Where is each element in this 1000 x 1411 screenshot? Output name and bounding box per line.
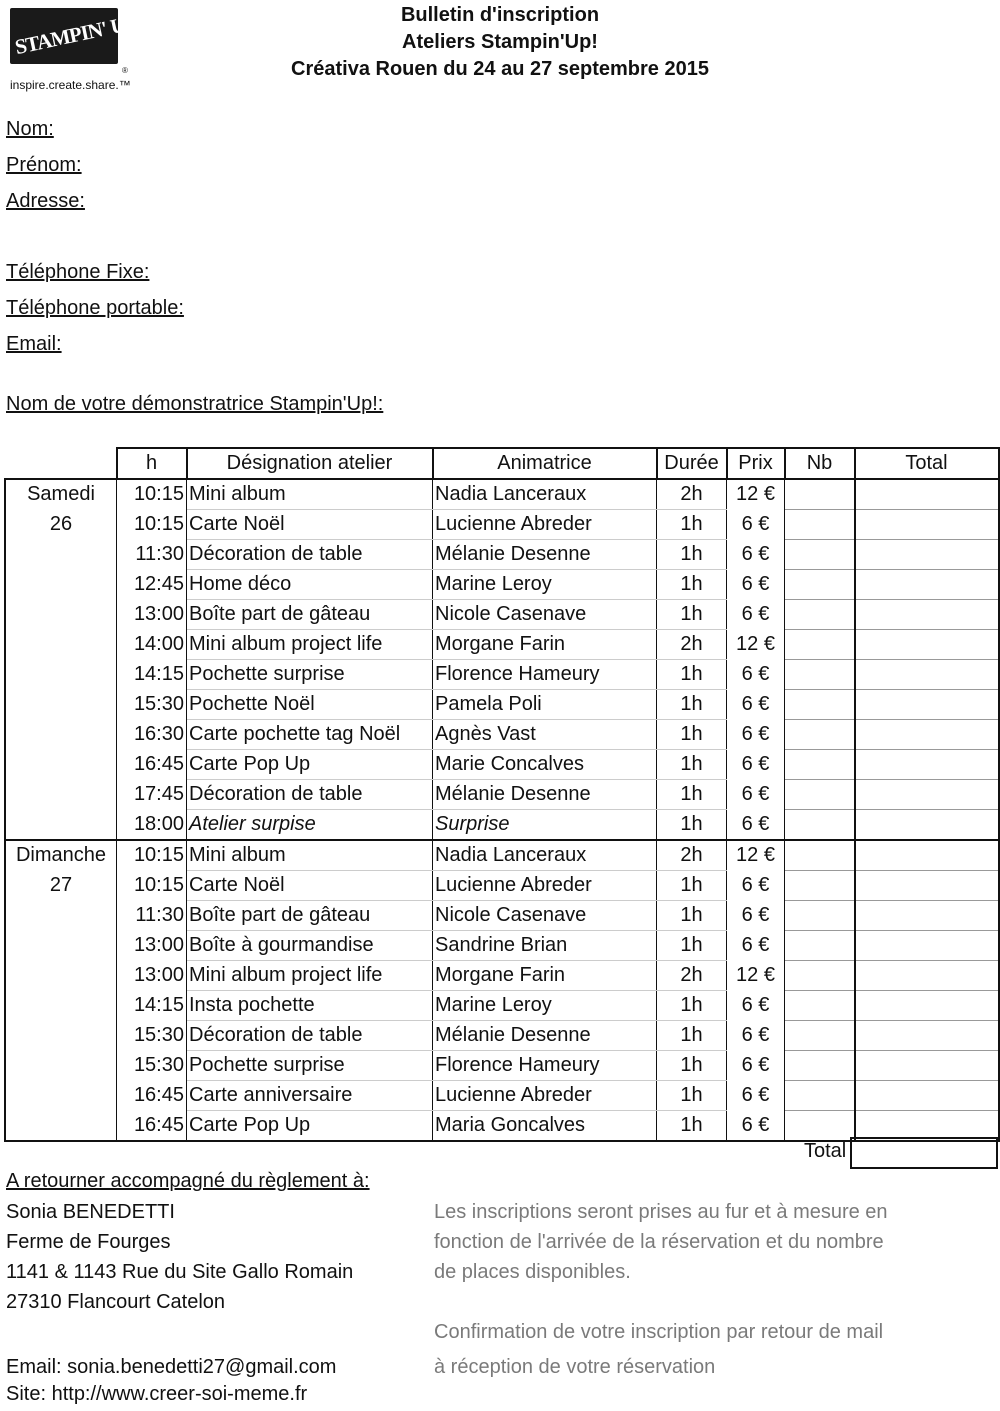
animatrice-cell: Surprise — [433, 810, 657, 841]
time-cell: 16:45 — [117, 1111, 187, 1142]
quantity-input-cell[interactable] — [785, 1051, 855, 1081]
note-line: à réception de votre réservation — [434, 1356, 716, 1378]
animatrice-cell: Marine Leroy — [433, 570, 657, 600]
workshop-name-cell: Carte Pop Up — [187, 1111, 433, 1142]
time-cell: 14:15 — [117, 991, 187, 1021]
duration-cell: 1h — [657, 1021, 727, 1051]
header-designation: Désignation atelier — [187, 448, 433, 479]
table-row — [5, 901, 999, 931]
field-prenom: Prénom: — [6, 154, 82, 176]
duration-cell: 1h — [657, 720, 727, 750]
day-cell — [5, 720, 117, 750]
row-total-input-cell[interactable] — [855, 1081, 999, 1111]
workshop-name-cell: Mini album project life — [187, 630, 433, 660]
quantity-input-cell[interactable] — [785, 991, 855, 1021]
day-cell — [5, 961, 117, 991]
table-row — [5, 750, 999, 780]
grand-total-input[interactable] — [850, 1137, 998, 1169]
animatrice-cell: Marine Leroy — [433, 991, 657, 1021]
price-cell: 6 € — [727, 660, 785, 690]
price-cell: 6 € — [727, 1051, 785, 1081]
row-total-input-cell[interactable] — [855, 510, 999, 540]
animatrice-cell: Marie Concalves — [433, 750, 657, 780]
field-nom: Nom: — [6, 118, 54, 140]
duration-cell: 1h — [657, 1051, 727, 1081]
table-row — [5, 780, 999, 810]
table-row — [5, 1081, 999, 1111]
quantity-input-cell[interactable] — [785, 961, 855, 991]
quantity-input-cell[interactable] — [785, 931, 855, 961]
table-row — [5, 600, 999, 630]
table-row — [5, 720, 999, 750]
quantity-input-cell[interactable] — [785, 1111, 855, 1142]
duration-cell: 1h — [657, 600, 727, 630]
workshop-name-cell: Home déco — [187, 570, 433, 600]
animatrice-cell: Florence Hameury — [433, 660, 657, 690]
grand-total-label: Total — [804, 1140, 847, 1162]
workshop-name-cell: Boîte à gourmandise — [187, 931, 433, 961]
animatrice-cell: Nadia Lanceraux — [433, 840, 657, 871]
address-line: 27310 Flancourt Catelon — [6, 1291, 226, 1313]
logo-brand-text: STAMPIN' UP! — [12, 8, 145, 60]
price-cell: 12 € — [727, 479, 785, 510]
row-total-input-cell[interactable] — [855, 810, 999, 841]
workshop-name-cell: Boîte part de gâteau — [187, 600, 433, 630]
field-telephone-portable: Téléphone portable: — [6, 297, 184, 319]
row-total-input-cell[interactable] — [855, 1051, 999, 1081]
time-cell: 15:30 — [117, 690, 187, 720]
table-row — [5, 690, 999, 720]
duration-cell: 1h — [657, 1081, 727, 1111]
contact-email: Email: sonia.benedetti27@gmail.com — [6, 1356, 337, 1378]
time-cell: 15:30 — [117, 1051, 187, 1081]
animatrice-cell: Agnès Vast — [433, 720, 657, 750]
quantity-input-cell[interactable] — [785, 1081, 855, 1111]
header-title-line1: Bulletin d'inscription — [400, 4, 600, 26]
day-cell — [5, 810, 117, 841]
time-cell: 18:00 — [117, 810, 187, 841]
table-row — [5, 810, 999, 841]
price-cell: 6 € — [727, 750, 785, 780]
table-row — [5, 510, 999, 540]
duration-cell: 1h — [657, 780, 727, 810]
table-header-row — [5, 448, 999, 479]
table-row — [5, 1021, 999, 1051]
price-cell: 6 € — [727, 1021, 785, 1051]
day-cell: 26 — [5, 510, 117, 540]
day-cell — [5, 931, 117, 961]
row-total-input-cell[interactable] — [855, 540, 999, 570]
time-cell: 14:00 — [117, 630, 187, 660]
quantity-input-cell[interactable] — [785, 510, 855, 540]
day-cell — [5, 690, 117, 720]
row-total-input-cell[interactable] — [855, 479, 999, 510]
quantity-input-cell[interactable] — [785, 720, 855, 750]
workshop-name-cell: Carte anniversaire — [187, 1081, 433, 1111]
logo-tagline: inspire.create.share.™ — [10, 78, 131, 92]
table-row — [5, 1051, 999, 1081]
animatrice-cell: Maria Goncalves — [433, 1111, 657, 1142]
animatrice-cell: Lucienne Abreder — [433, 871, 657, 901]
workshop-name-cell: Pochette Noël — [187, 690, 433, 720]
workshop-name-cell: Décoration de table — [187, 540, 433, 570]
row-total-input-cell[interactable] — [855, 991, 999, 1021]
day-cell — [5, 600, 117, 630]
table-row — [5, 931, 999, 961]
address-line: 1141 & 1143 Rue du Site Gallo Romain — [6, 1261, 354, 1283]
duration-cell: 2h — [657, 479, 727, 510]
header-nb: Nb — [785, 448, 855, 479]
animatrice-cell: Nicole Casenave — [433, 901, 657, 931]
row-total-input-cell[interactable] — [855, 1021, 999, 1051]
header-hour: h — [117, 448, 187, 479]
note-line: de places disponibles. — [434, 1261, 631, 1283]
day-cell — [5, 750, 117, 780]
duration-cell: 2h — [657, 961, 727, 991]
workshop-name-cell: Atelier surpise — [187, 810, 433, 841]
workshop-name-cell: Pochette surprise — [187, 1051, 433, 1081]
time-cell: 10:15 — [117, 479, 187, 510]
note-line: fonction de l'arrivée de la réservation et du nombre — [434, 1231, 884, 1253]
price-cell: 6 € — [727, 690, 785, 720]
workshop-name-cell: Boîte part de gâteau — [187, 901, 433, 931]
price-cell: 6 € — [727, 1111, 785, 1142]
table-row — [5, 660, 999, 690]
price-cell: 6 € — [727, 901, 785, 931]
day-cell — [5, 1051, 117, 1081]
table-row — [5, 961, 999, 991]
field-email: Email: — [6, 333, 62, 355]
workshop-name-cell: Décoration de table — [187, 780, 433, 810]
workshop-name-cell: Carte pochette tag Noël — [187, 720, 433, 750]
quantity-input-cell[interactable] — [785, 901, 855, 931]
table-row — [5, 570, 999, 600]
row-total-input-cell[interactable] — [855, 630, 999, 660]
price-cell: 12 € — [727, 961, 785, 991]
animatrice-cell: Mélanie Desenne — [433, 1021, 657, 1051]
duration-cell: 1h — [657, 810, 727, 841]
duration-cell: 2h — [657, 630, 727, 660]
row-total-input-cell[interactable] — [855, 901, 999, 931]
day-cell — [5, 630, 117, 660]
workshop-name-cell: Mini album project life — [187, 961, 433, 991]
workshop-name-cell: Décoration de table — [187, 1021, 433, 1051]
animatrice-cell: Mélanie Desenne — [433, 780, 657, 810]
logo-registered-mark: ® — [122, 66, 128, 75]
time-cell: 12:45 — [117, 570, 187, 600]
price-cell: 12 € — [727, 630, 785, 660]
quantity-input-cell[interactable] — [785, 1021, 855, 1051]
table-row — [5, 630, 999, 660]
duration-cell: 1h — [657, 901, 727, 931]
workshop-name-cell: Mini album — [187, 479, 433, 510]
day-cell — [5, 570, 117, 600]
price-cell: 6 € — [727, 871, 785, 901]
animatrice-cell: Lucienne Abreder — [433, 510, 657, 540]
row-total-input-cell[interactable] — [855, 660, 999, 690]
quantity-input-cell[interactable] — [785, 630, 855, 660]
price-cell: 6 € — [727, 540, 785, 570]
day-cell — [5, 991, 117, 1021]
time-cell: 10:15 — [117, 510, 187, 540]
header-title-line3: Créativa Rouen du 24 au 27 septembre 2015 — [291, 58, 709, 80]
day-cell — [5, 901, 117, 931]
time-cell: 13:00 — [117, 931, 187, 961]
animatrice-cell: Florence Hameury — [433, 1051, 657, 1081]
animatrice-cell: Pamela Poli — [433, 690, 657, 720]
row-total-input-cell[interactable] — [855, 720, 999, 750]
quantity-input-cell[interactable] — [785, 690, 855, 720]
time-cell: 11:30 — [117, 540, 187, 570]
quantity-input-cell[interactable] — [785, 871, 855, 901]
row-total-input-cell[interactable] — [855, 690, 999, 720]
animatrice-cell: Morgane Farin — [433, 961, 657, 991]
animatrice-cell: Morgane Farin — [433, 630, 657, 660]
workshop-name-cell: Carte Pop Up — [187, 750, 433, 780]
table-row — [5, 840, 999, 871]
row-total-input-cell[interactable] — [855, 600, 999, 630]
field-demonstratrice: Nom de votre démonstratrice Stampin'Up!: — [6, 393, 384, 415]
price-cell: 6 € — [727, 570, 785, 600]
address-line: Ferme de Fourges — [6, 1231, 171, 1253]
row-total-input-cell[interactable] — [855, 750, 999, 780]
price-cell: 6 € — [727, 1081, 785, 1111]
workshop-name-cell: Pochette surprise — [187, 660, 433, 690]
duration-cell: 1h — [657, 540, 727, 570]
time-cell: 11:30 — [117, 901, 187, 931]
quantity-input-cell[interactable] — [785, 479, 855, 510]
table-row — [5, 871, 999, 901]
animatrice-cell: Sandrine Brian — [433, 931, 657, 961]
duration-cell: 1h — [657, 1111, 727, 1142]
day-cell — [5, 1111, 117, 1142]
day-cell — [5, 780, 117, 810]
day-cell — [5, 1081, 117, 1111]
time-cell: 17:45 — [117, 780, 187, 810]
time-cell: 10:15 — [117, 840, 187, 871]
note-line: Les inscriptions seront prises au fur et à mesure en — [434, 1201, 888, 1223]
quantity-input-cell[interactable] — [785, 570, 855, 600]
time-cell: 14:15 — [117, 660, 187, 690]
header-total: Total — [855, 448, 999, 479]
day-cell — [5, 540, 117, 570]
workshop-name-cell: Insta pochette — [187, 991, 433, 1021]
quantity-input-cell[interactable] — [785, 660, 855, 690]
time-cell: 13:00 — [117, 961, 187, 991]
duration-cell: 1h — [657, 750, 727, 780]
animatrice-cell: Lucienne Abreder — [433, 1081, 657, 1111]
quantity-input-cell[interactable] — [785, 750, 855, 780]
note-line: Confirmation de votre inscription par retour de mail — [434, 1321, 884, 1343]
document-header — [0, 2, 1000, 83]
animatrice-cell: Mélanie Desenne — [433, 540, 657, 570]
price-cell: 6 € — [727, 780, 785, 810]
header-animatrice: Animatrice — [433, 448, 657, 479]
contact-site: Site: http://www.creer-soi-meme.fr — [6, 1383, 308, 1405]
price-cell: 6 € — [727, 810, 785, 841]
duration-cell: 1h — [657, 510, 727, 540]
day-cell: Dimanche — [5, 840, 117, 871]
field-adresse: Adresse: — [6, 190, 85, 212]
row-total-input-cell[interactable] — [855, 871, 999, 901]
table-row — [5, 479, 999, 510]
duration-cell: 1h — [657, 991, 727, 1021]
address-line: Sonia BENEDETTI — [6, 1201, 175, 1223]
time-cell: 10:15 — [117, 871, 187, 901]
price-cell: 6 € — [727, 510, 785, 540]
row-total-input-cell[interactable] — [855, 840, 999, 871]
workshop-name-cell: Carte Noël — [187, 871, 433, 901]
workshop-name-cell: Carte Noël — [187, 510, 433, 540]
price-cell: 6 € — [727, 991, 785, 1021]
table-row — [5, 991, 999, 1021]
quantity-input-cell[interactable] — [785, 810, 855, 841]
price-cell: 6 € — [727, 931, 785, 961]
duration-cell: 1h — [657, 660, 727, 690]
animatrice-cell: Nicole Casenave — [433, 600, 657, 630]
workshop-table — [4, 447, 1000, 1142]
price-cell: 6 € — [727, 600, 785, 630]
day-cell — [5, 1021, 117, 1051]
quantity-input-cell[interactable] — [785, 780, 855, 810]
duration-cell: 1h — [657, 931, 727, 961]
duration-cell: 1h — [657, 570, 727, 600]
table-row — [5, 540, 999, 570]
time-cell: 16:45 — [117, 1081, 187, 1111]
row-total-input-cell[interactable] — [855, 961, 999, 991]
row-total-input-cell[interactable] — [855, 780, 999, 810]
return-instructions-title: A retourner accompagné du règlement à: — [6, 1170, 370, 1192]
row-total-input-cell[interactable] — [855, 931, 999, 961]
header-prix: Prix — [727, 448, 785, 479]
time-cell: 16:45 — [117, 750, 187, 780]
workshop-name-cell: Mini album — [187, 840, 433, 871]
animatrice-cell: Nadia Lanceraux — [433, 479, 657, 510]
time-cell: 16:30 — [117, 720, 187, 750]
price-cell: 6 € — [727, 720, 785, 750]
duration-cell: 2h — [657, 840, 727, 871]
quantity-input-cell[interactable] — [785, 540, 855, 570]
field-telephone-fixe: Téléphone Fixe: — [6, 261, 150, 283]
day-cell — [5, 660, 117, 690]
duration-cell: 1h — [657, 690, 727, 720]
header-title-line2: Ateliers Stampin'Up! — [402, 31, 598, 53]
header-duree: Durée — [657, 448, 727, 479]
price-cell: 12 € — [727, 840, 785, 871]
day-cell: Samedi — [5, 479, 117, 510]
row-total-input-cell[interactable] — [855, 570, 999, 600]
time-cell: 15:30 — [117, 1021, 187, 1051]
quantity-input-cell[interactable] — [785, 840, 855, 871]
duration-cell: 1h — [657, 871, 727, 901]
quantity-input-cell[interactable] — [785, 600, 855, 630]
header-day-blank — [5, 448, 117, 479]
time-cell: 13:00 — [117, 600, 187, 630]
day-cell: 27 — [5, 871, 117, 901]
